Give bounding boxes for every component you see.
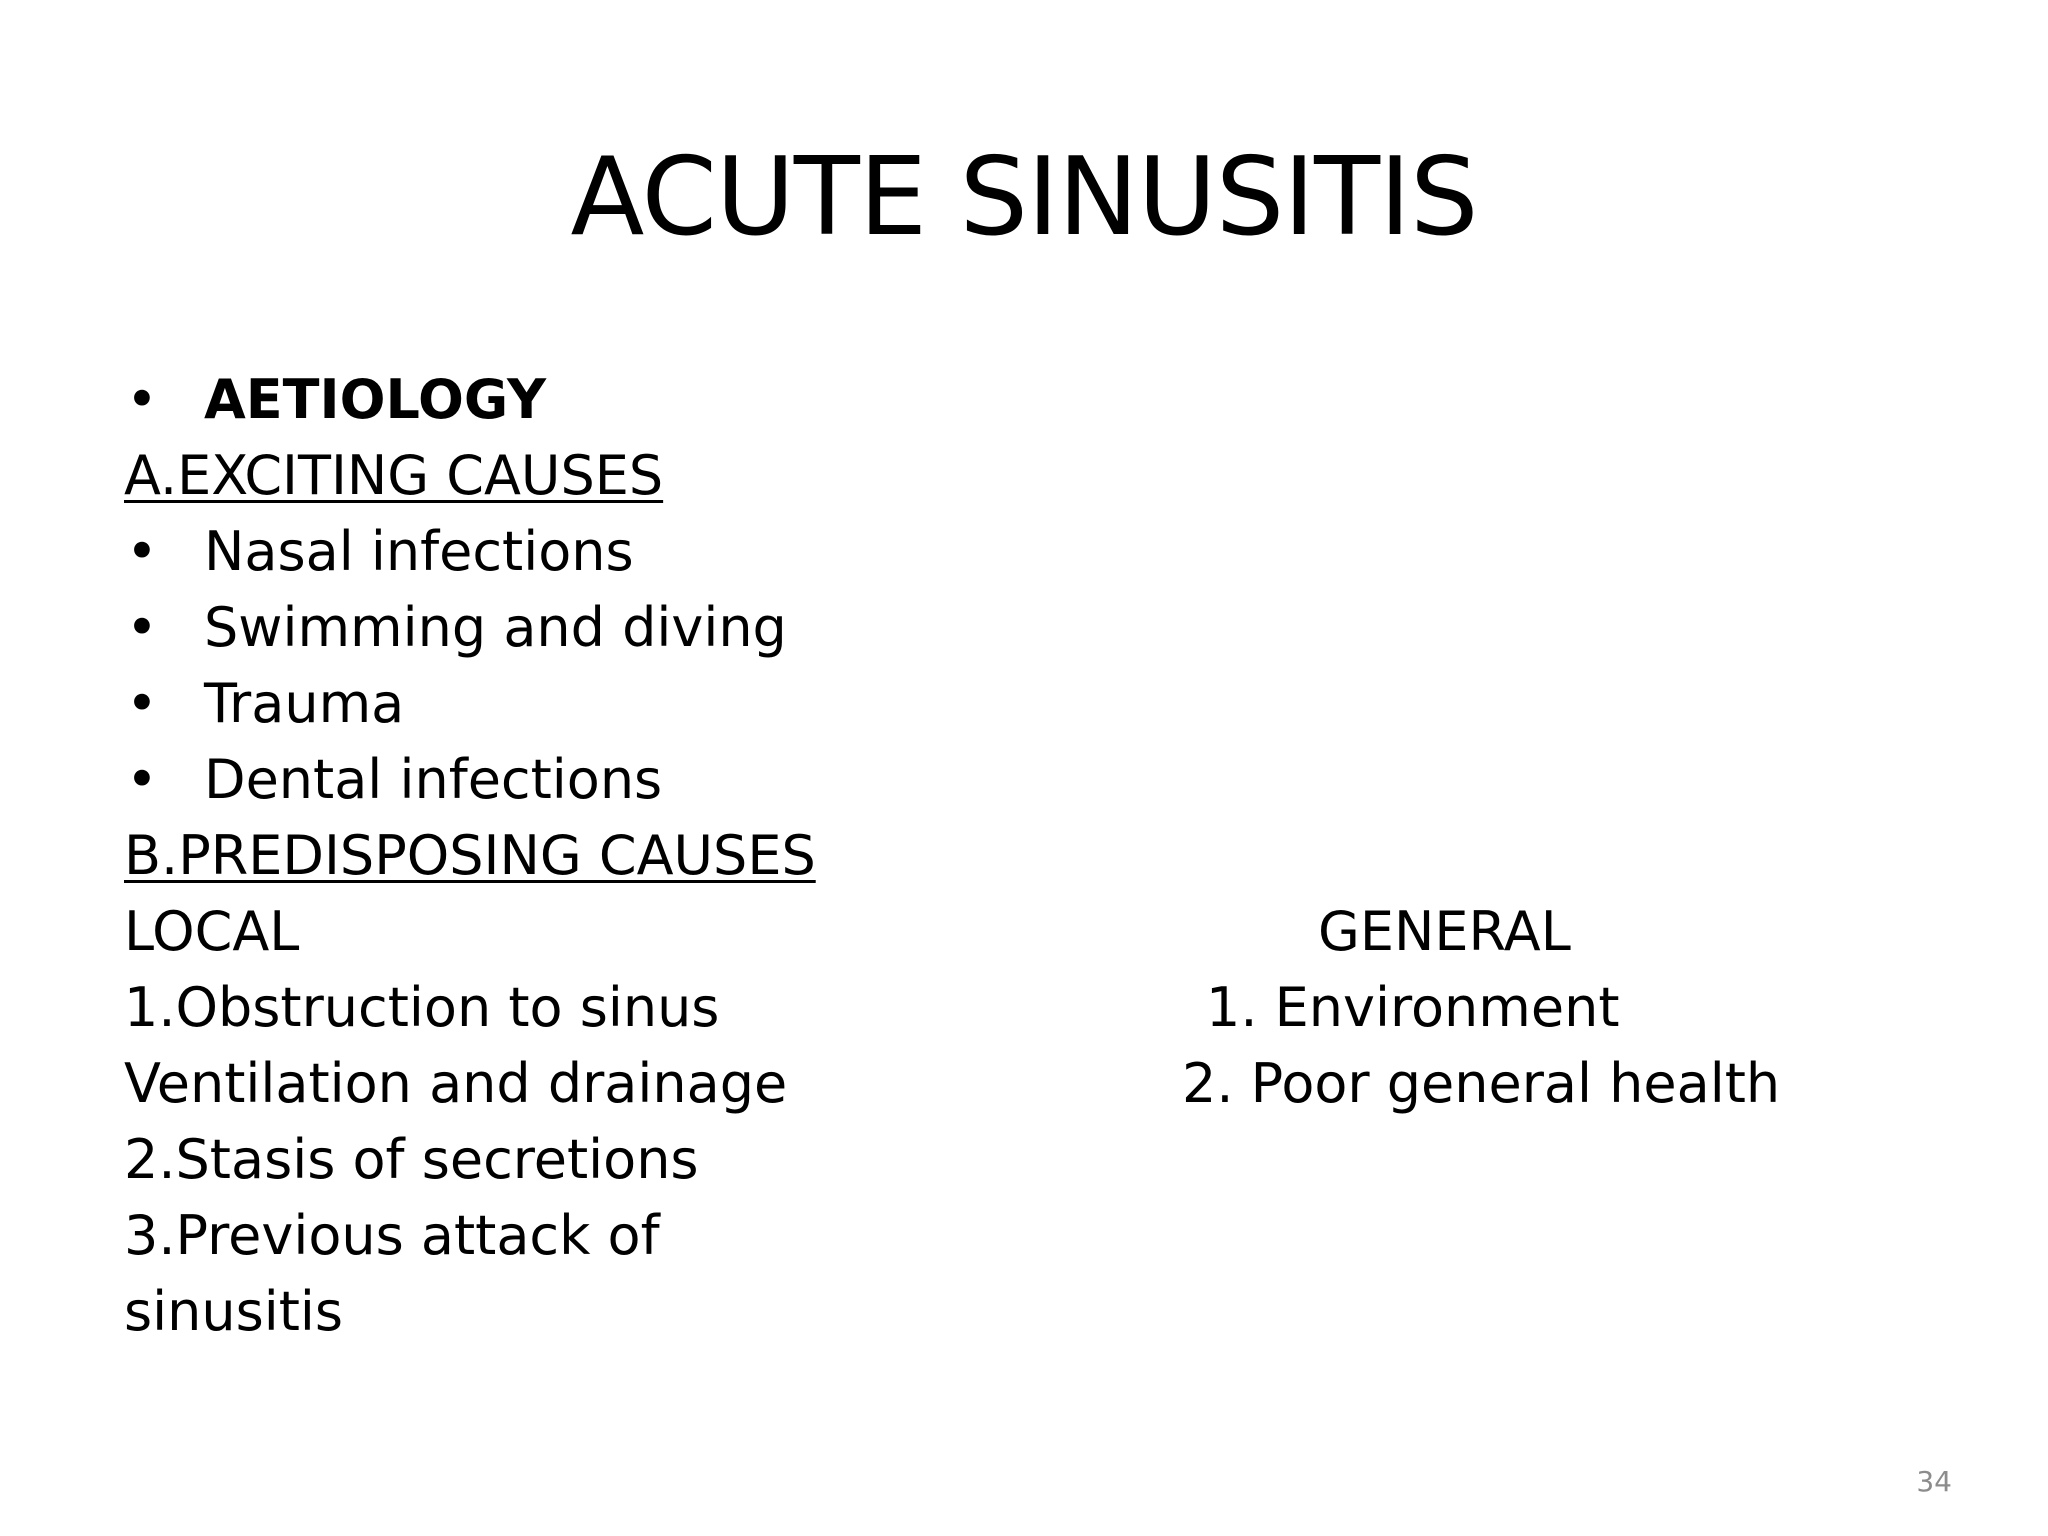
- aetiology-heading: AETIOLOGY: [204, 368, 547, 431]
- general-item: 1. Environment: [1206, 976, 1620, 1039]
- page-number: 34: [1916, 1465, 1952, 1498]
- predisposing-causes-heading: B.PREDISPOSING CAUSES: [124, 824, 816, 887]
- local-line: 1.Obstruction to sinus: [124, 976, 720, 1039]
- general-heading: GENERAL: [1318, 900, 1571, 963]
- list-item: [124, 666, 404, 742]
- bullet-icon: •: [126, 596, 158, 659]
- list-item-text: Dental infections: [204, 748, 663, 811]
- bullet-icon: •: [126, 368, 158, 431]
- list-item-text: Nasal infections: [204, 520, 634, 583]
- list-item: [124, 590, 787, 666]
- list-item: [124, 742, 662, 818]
- local-line: sinusitis: [124, 1280, 344, 1343]
- local-line: 2.Stasis of secretions: [124, 1128, 699, 1191]
- local-line: 3.Previous attack of: [124, 1204, 660, 1267]
- local-heading: LOCAL: [124, 900, 300, 963]
- list-item: [124, 514, 634, 590]
- bullet-icon: •: [126, 672, 158, 735]
- bullet-icon: •: [126, 748, 158, 811]
- local-line: Ventilation and drainage: [124, 1052, 788, 1115]
- bullet-icon: •: [126, 520, 158, 583]
- exciting-causes-heading: A.EXCITING CAUSES: [124, 444, 664, 507]
- list-item-text: Swimming and diving: [204, 596, 787, 659]
- slide-title: ACUTE SINUSITIS: [570, 135, 1478, 260]
- general-item: 2. Poor general health: [1182, 1052, 1781, 1115]
- aetiology-heading-row: [124, 362, 546, 438]
- list-item-text: Trauma: [204, 672, 405, 735]
